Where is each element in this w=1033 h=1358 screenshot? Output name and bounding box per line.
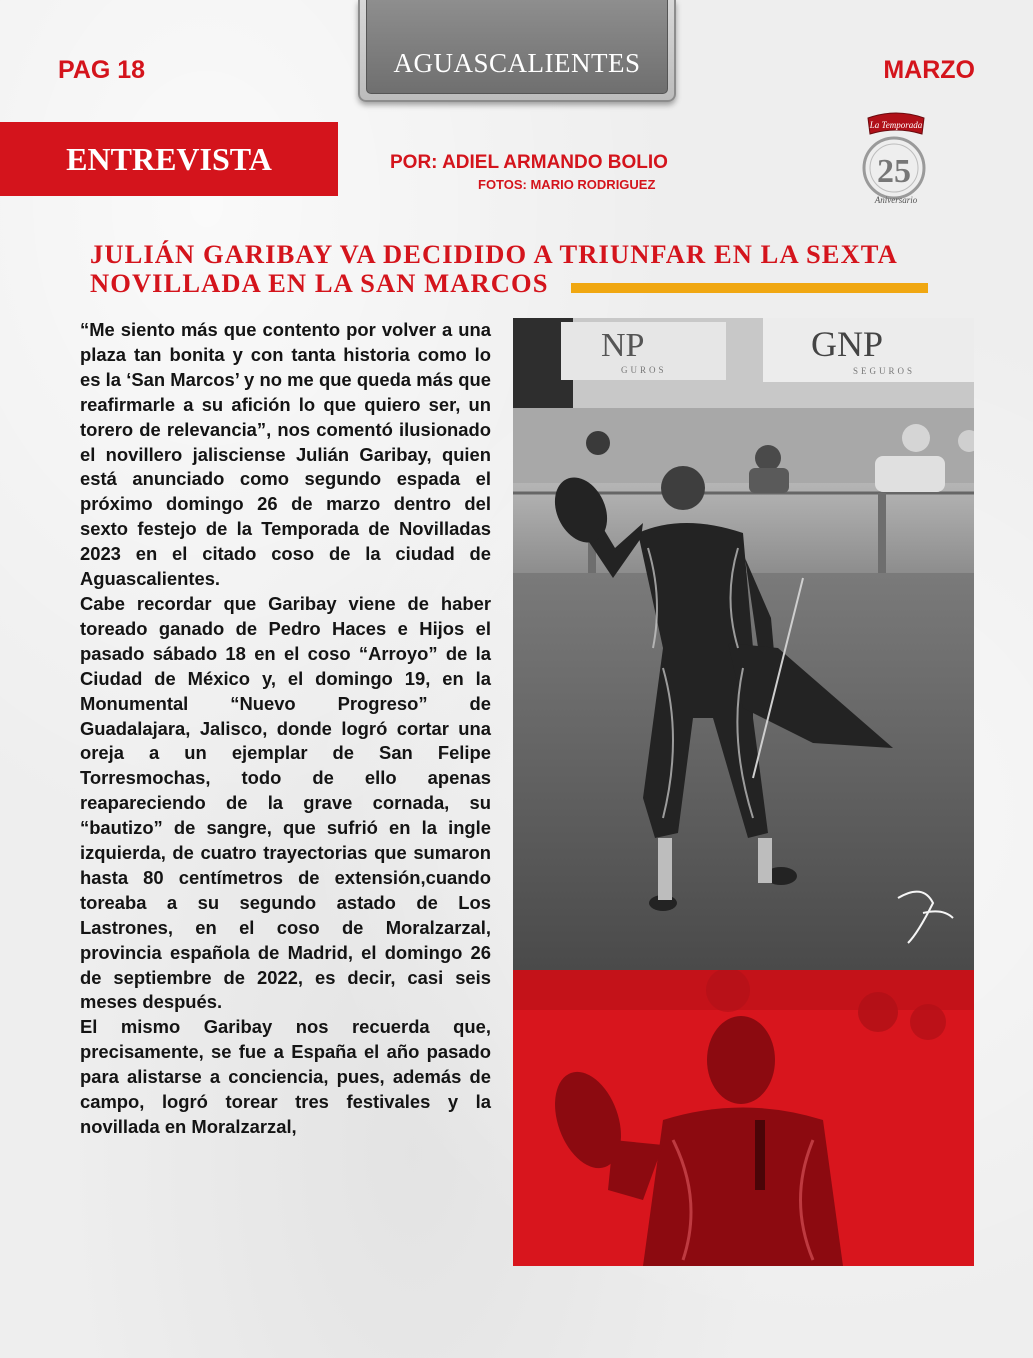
bullfighter-photo-graphic [513, 318, 974, 970]
page-number: PAG 18 [58, 56, 146, 84]
paragraph: El mismo Garibay nos recuerda que, precisamente, se fue a España el año pasado para alistarse a conciencia, pues, además de campo, logró torear tres festivales y la novillada en Moralzarzal, [80, 1016, 491, 1137]
bullfighter-photo-red-duotone [513, 970, 974, 1266]
paragraph: Cabe recordar que Garibay viene de haber toreado ganado de Pedro Haces e Hijos el pasado sábado 18 en el coso “Arroyo” de la Ciudad de México y, el domingo 19, en la Monumental “Nuevo Progreso” de Guadalajara, Jalisco, donde logró cortar una oreja a un ejemplar de San Felipe Torresmochas, todo de ello apenas reapareciendo de la grave cornada, su “bautizo” de sangre, que sufrió en la ingle izquierda, de cuatro trayectorias que sumaron hasta 80 centímetros de extensión,cuando toreaba a su segundo astado de Los Lastrones, en el coso de Moralzarzal, provincia española de Madrid, el domingo 26 de septiembre de 2022, es decir, casi seis meses después. [80, 592, 491, 1013]
banner-right-text: GNP [811, 324, 884, 364]
logo-number: 25 [877, 153, 911, 190]
paragraph: “Me siento más que contento por volver a una plaza tan bonita y con tanta historia como lo es la ‘San Marcos’ y no me que queda más que reafirmarle a su afición lo que quiero ser, un torero de relevancia”, nos comentó ilusionado el novillero jalisciense Julián Garibay, quien está anunciado como segundo espada el próximo domingo 26 de marzo dentro del sexto festejo de la Temporada de Novilladas 2023 en el citado coso de la ciudad de Aguascalientes. [80, 319, 491, 590]
section-banner [0, 122, 338, 196]
headline-underline [571, 283, 928, 293]
banner-right-sub: SEGUROS [853, 366, 916, 376]
photo-credit: FOTOS: MARIO RODRIGUEZ [478, 177, 656, 192]
byline: POR: ADIEL ARMANDO BOLIO [390, 152, 668, 173]
headline-line-1: JULIÁN GARIBAY VA DECIDIDO A TRIUNFAR EN LA SEXTA [90, 239, 898, 269]
month-label: MARZO [883, 56, 975, 84]
banner-left-text: NP [601, 327, 645, 364]
headline-line-2: NOVILLADA EN LA SAN MARCOS [90, 268, 549, 298]
bullfighter-photo [513, 318, 974, 970]
anniversary-logo [856, 108, 936, 208]
city-tab [358, 0, 676, 102]
logo-brand: La Temporada [869, 120, 923, 130]
banner-left-sub: GUROS [621, 365, 667, 375]
city-tab-inner [366, 0, 668, 94]
section-label: ENTREVISTA [66, 140, 272, 177]
logo-caption: Aniversario [874, 195, 918, 205]
bullfighter-red-graphic [513, 970, 974, 1266]
article-body [80, 318, 491, 1140]
anniversary-logo-graphic [856, 108, 936, 208]
city-tab-label: AGUASCALIENTES [393, 48, 641, 78]
